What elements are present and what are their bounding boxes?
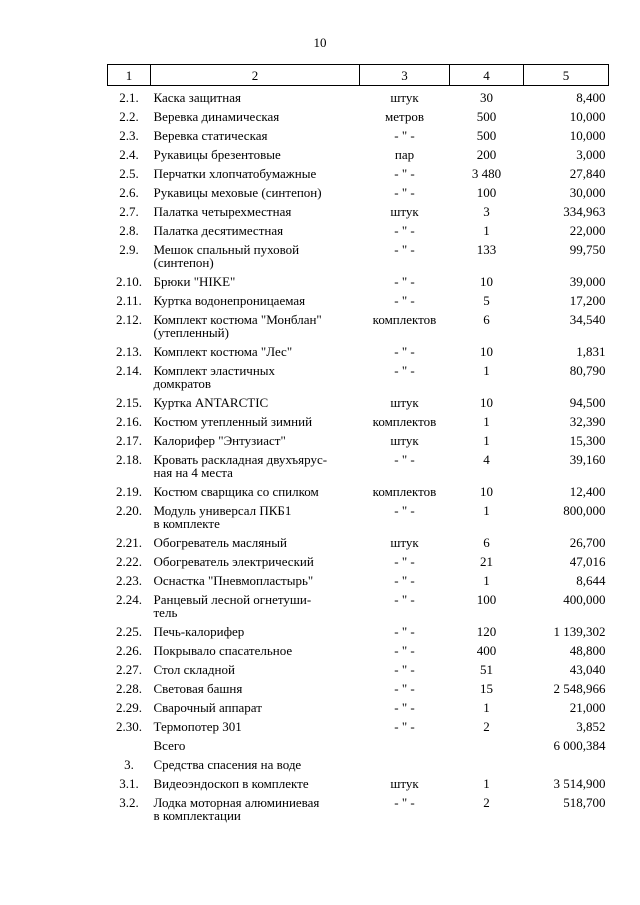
item-name: Ранцевый лесной огнетуши- тель bbox=[153, 592, 312, 620]
item-unit: - " - bbox=[394, 223, 415, 238]
item-quantity: 500 bbox=[476, 109, 497, 124]
item-sum: 39,160 bbox=[569, 452, 606, 467]
table-row bbox=[108, 342, 609, 361]
item-quantity: 1 bbox=[483, 503, 490, 518]
item-name: Рукавицы меховые (синтепон) bbox=[153, 185, 322, 200]
item-sum: 8,400 bbox=[576, 90, 606, 105]
item-quantity: 1 bbox=[483, 573, 490, 588]
item-name: Палатка десятиместная bbox=[153, 223, 284, 238]
row-number: 3.2. bbox=[119, 795, 139, 810]
item-sum: 43,040 bbox=[569, 662, 606, 677]
item-unit: - " - bbox=[394, 344, 415, 359]
item-sum: 400,000 bbox=[563, 592, 606, 607]
item-name: Обогреватель электрический bbox=[153, 554, 314, 569]
row-number: 2.1. bbox=[119, 90, 139, 105]
item-unit: - " - bbox=[394, 662, 415, 677]
item-quantity: 6 bbox=[483, 535, 490, 550]
row-number: 2.27. bbox=[116, 662, 142, 677]
item-unit bbox=[360, 736, 450, 755]
row-number: 2.22. bbox=[116, 554, 142, 569]
item-unit: штук bbox=[390, 204, 419, 219]
item-name: Брюки "HIKE" bbox=[153, 274, 236, 289]
row-number: 2.20. bbox=[116, 503, 142, 518]
table-row bbox=[108, 412, 609, 431]
item-quantity: 1 bbox=[483, 363, 490, 378]
item-name: Костюм сварщика со спилком bbox=[153, 484, 319, 499]
item-unit: комплектов bbox=[372, 484, 437, 499]
item-unit: - " - bbox=[394, 554, 415, 569]
item-unit: - " - bbox=[394, 166, 415, 181]
table-row bbox=[108, 552, 609, 571]
row-number bbox=[108, 736, 151, 755]
item-quantity: 5 bbox=[483, 293, 490, 308]
item-unit: - " - bbox=[394, 592, 415, 607]
item-sum: 2 548,966 bbox=[553, 681, 606, 696]
item-name: Световая башня bbox=[153, 681, 243, 696]
item-unit: метров bbox=[385, 109, 424, 124]
table-row bbox=[108, 310, 609, 342]
row-number: 2.4. bbox=[119, 147, 139, 162]
table-row bbox=[108, 622, 609, 641]
page-number: 10 bbox=[313, 35, 327, 50]
item-name: Каска защитная bbox=[153, 90, 241, 105]
item-quantity: 2 bbox=[483, 795, 490, 810]
item-name: Стол складной bbox=[153, 662, 235, 677]
table-row bbox=[108, 698, 609, 717]
item-name: Веревка динамическая bbox=[153, 109, 280, 124]
item-sum: 1,831 bbox=[576, 344, 606, 359]
table-row bbox=[108, 660, 609, 679]
item-name: Куртка водонепроницаемая bbox=[153, 293, 306, 308]
table-row bbox=[108, 571, 609, 590]
item-name: Комплект костюма "Лес" bbox=[153, 344, 293, 359]
row-number: 2.30. bbox=[116, 719, 142, 734]
table-row bbox=[108, 501, 609, 533]
item-quantity bbox=[450, 755, 524, 774]
item-quantity: 100 bbox=[476, 185, 497, 200]
item-quantity: 10 bbox=[480, 274, 493, 289]
item-sum: 15,300 bbox=[569, 433, 606, 448]
item-quantity: 400 bbox=[476, 643, 497, 658]
row-number: 2.23. bbox=[116, 573, 142, 588]
item-name: Обогреватель масляный bbox=[153, 535, 287, 550]
item-sum: 22,000 bbox=[569, 223, 606, 238]
item-quantity: 3 480 bbox=[471, 166, 502, 181]
table-row bbox=[108, 145, 609, 164]
item-sum: 3,000 bbox=[576, 147, 606, 162]
item-unit: - " - bbox=[394, 363, 415, 378]
column-header-4: 4 bbox=[450, 65, 524, 86]
table-row bbox=[108, 736, 609, 755]
item-name: Куртка ANTARCTIC bbox=[153, 395, 269, 410]
row-number: 2.5. bbox=[119, 166, 139, 181]
table-row bbox=[108, 533, 609, 552]
table-row bbox=[108, 450, 609, 482]
row-number: 2.6. bbox=[119, 185, 139, 200]
item-quantity: 10 bbox=[480, 344, 493, 359]
item-sum: 1 139,302 bbox=[553, 624, 606, 639]
row-number: 2.8. bbox=[119, 223, 139, 238]
item-unit: штук bbox=[390, 433, 419, 448]
item-unit: - " - bbox=[394, 185, 415, 200]
item-unit: пар bbox=[394, 147, 415, 162]
item-quantity: 51 bbox=[480, 662, 493, 677]
item-quantity: 120 bbox=[476, 624, 497, 639]
item-sum: 334,963 bbox=[563, 204, 606, 219]
table-row bbox=[108, 482, 609, 501]
row-number: 2.11. bbox=[116, 293, 142, 308]
item-quantity: 4 bbox=[483, 452, 490, 467]
item-name: Термопотер 301 bbox=[153, 719, 242, 734]
item-name: Мешок спальный пуховой (синтепон) bbox=[153, 242, 300, 270]
item-quantity: 2 bbox=[483, 719, 490, 734]
item-sum: 3,852 bbox=[576, 719, 606, 734]
item-unit: комплектов bbox=[372, 312, 437, 327]
row-number: 2.13. bbox=[116, 344, 142, 359]
table-row bbox=[108, 755, 609, 774]
item-unit: - " - bbox=[394, 719, 415, 734]
table-row bbox=[108, 717, 609, 736]
item-name: Рукавицы брезентовые bbox=[153, 147, 281, 162]
row-number: 3.1. bbox=[119, 776, 139, 791]
table-row bbox=[108, 240, 609, 272]
item-sum: 39,000 bbox=[569, 274, 606, 289]
item-unit: штук bbox=[390, 535, 419, 550]
column-header-1: 1 bbox=[108, 65, 151, 86]
column-header-5: 5 bbox=[524, 65, 609, 86]
item-sum: 80,790 bbox=[569, 363, 606, 378]
table-header-row bbox=[108, 65, 609, 86]
row-number: 3. bbox=[124, 757, 134, 772]
table-row bbox=[108, 774, 609, 793]
column-header-3: 3 bbox=[360, 65, 450, 86]
item-unit: - " - bbox=[394, 573, 415, 588]
item-name: Костюм утепленный зимний bbox=[153, 414, 313, 429]
table-row bbox=[108, 431, 609, 450]
item-quantity: 200 bbox=[476, 147, 497, 162]
item-sum: 800,000 bbox=[563, 503, 606, 518]
item-sum: 32,390 bbox=[569, 414, 606, 429]
row-number: 2.2. bbox=[119, 109, 139, 124]
item-unit: - " - bbox=[394, 643, 415, 658]
row-number: 2.24. bbox=[116, 592, 142, 607]
item-sum: 26,700 bbox=[569, 535, 606, 550]
item-quantity: 30 bbox=[480, 90, 493, 105]
table-row bbox=[108, 126, 609, 145]
table-row bbox=[108, 107, 609, 126]
item-sum: 10,000 bbox=[569, 109, 606, 124]
item-unit: штук bbox=[390, 776, 419, 791]
item-quantity: 100 bbox=[476, 592, 497, 607]
item-unit bbox=[360, 755, 450, 774]
item-sum: 21,000 bbox=[569, 700, 606, 715]
item-sum: 10,000 bbox=[569, 128, 606, 143]
item-sum: 34,540 bbox=[569, 312, 606, 327]
item-quantity: 1 bbox=[483, 414, 490, 429]
item-unit: - " - bbox=[394, 624, 415, 639]
item-sum: 30,000 bbox=[569, 185, 606, 200]
row-number: 2.18. bbox=[116, 452, 142, 467]
item-quantity: 1 bbox=[483, 433, 490, 448]
item-quantity: 6 bbox=[483, 312, 490, 327]
item-name: Палатка четырехместная bbox=[153, 204, 292, 219]
item-sum: 8,644 bbox=[576, 573, 606, 588]
item-name: Печь-калорифер bbox=[153, 624, 245, 639]
row-number: 2.19. bbox=[116, 484, 142, 499]
item-name: Всего bbox=[153, 738, 186, 753]
item-name: Видеоэндоскоп в комплекте bbox=[153, 776, 309, 791]
item-quantity: 21 bbox=[480, 554, 493, 569]
table-row bbox=[108, 679, 609, 698]
row-number: 2.17. bbox=[116, 433, 142, 448]
item-name: Калорифер "Энтузиаст" bbox=[153, 433, 286, 448]
item-quantity: 1 bbox=[483, 223, 490, 238]
item-unit: - " - bbox=[394, 128, 415, 143]
row-number: 2.9. bbox=[119, 242, 139, 257]
row-number: 2.12. bbox=[116, 312, 142, 327]
item-quantity: 10 bbox=[480, 395, 493, 410]
table-row bbox=[108, 641, 609, 660]
section-title: Средства спасения на воде bbox=[153, 757, 302, 772]
item-name: Комплект эластичных домкратов bbox=[153, 363, 276, 391]
item-sum: 94,500 bbox=[569, 395, 606, 410]
item-sum: 48,800 bbox=[569, 643, 606, 658]
item-name: Сварочный аппарат bbox=[153, 700, 262, 715]
row-number: 2.16. bbox=[116, 414, 142, 429]
item-quantity: 3 bbox=[483, 204, 490, 219]
item-sum: 47,016 bbox=[569, 554, 606, 569]
item-name: Модуль универсал ПКБ1 в комплекте bbox=[153, 503, 292, 531]
item-quantity: 10 bbox=[480, 484, 493, 499]
table-row bbox=[108, 393, 609, 412]
row-number: 2.15. bbox=[116, 395, 142, 410]
item-quantity: 133 bbox=[476, 242, 497, 257]
item-sum: 12,400 bbox=[569, 484, 606, 499]
table-row bbox=[108, 164, 609, 183]
item-sum bbox=[524, 755, 609, 774]
item-unit: штук bbox=[390, 90, 419, 105]
item-sum: 99,750 bbox=[569, 242, 606, 257]
table-row bbox=[108, 793, 609, 825]
item-sum: 518,700 bbox=[563, 795, 606, 810]
table-row bbox=[108, 202, 609, 221]
item-unit: - " - bbox=[394, 681, 415, 696]
item-unit: - " - bbox=[394, 795, 415, 810]
item-unit: - " - bbox=[394, 293, 415, 308]
row-number: 2.14. bbox=[116, 363, 142, 378]
item-unit: комплектов bbox=[372, 414, 437, 429]
item-sum: 6 000,384 bbox=[553, 738, 606, 753]
row-number: 2.26. bbox=[116, 643, 142, 658]
table-row bbox=[108, 361, 609, 393]
table-row bbox=[108, 221, 609, 240]
table-body bbox=[108, 86, 609, 826]
item-name: Комплект костюма "Монблан" (утепленный) bbox=[153, 312, 322, 340]
item-name: Кровать раскладная двухъярус- ная на 4 места bbox=[153, 452, 328, 480]
table-row bbox=[108, 272, 609, 291]
row-number: 2.3. bbox=[119, 128, 139, 143]
row-number: 2.21. bbox=[116, 535, 142, 550]
item-name: Лодка моторная алюминиевая в комплектации bbox=[153, 795, 320, 823]
item-quantity: 500 bbox=[476, 128, 497, 143]
row-number: 2.7. bbox=[119, 204, 139, 219]
item-quantity: 15 bbox=[480, 681, 493, 696]
item-unit: - " - bbox=[394, 274, 415, 289]
table-row bbox=[108, 291, 609, 310]
row-number: 2.25. bbox=[116, 624, 142, 639]
item-unit: штук bbox=[390, 395, 419, 410]
item-sum: 27,840 bbox=[569, 166, 606, 181]
row-number: 2.10. bbox=[116, 274, 142, 289]
item-unit: - " - bbox=[394, 452, 415, 467]
item-unit: - " - bbox=[394, 700, 415, 715]
table-row bbox=[108, 590, 609, 622]
row-number: 2.28. bbox=[116, 681, 142, 696]
item-name: Покрывало спасательное bbox=[153, 643, 293, 658]
item-unit: - " - bbox=[394, 242, 415, 257]
item-sum: 3 514,900 bbox=[553, 776, 606, 791]
item-name: Перчатки хлопчатобумажные bbox=[153, 166, 317, 181]
equipment-table bbox=[107, 64, 609, 825]
item-quantity bbox=[450, 736, 524, 755]
item-name: Веревка статическая bbox=[153, 128, 268, 143]
item-quantity: 1 bbox=[483, 776, 490, 791]
row-number: 2.29. bbox=[116, 700, 142, 715]
item-unit: - " - bbox=[394, 503, 415, 518]
table-row bbox=[108, 183, 609, 202]
item-name: Оснастка "Пневмопластырь" bbox=[153, 573, 314, 588]
table-row bbox=[108, 86, 609, 108]
item-quantity: 1 bbox=[483, 700, 490, 715]
column-header-2: 2 bbox=[151, 65, 360, 86]
item-sum: 17,200 bbox=[569, 293, 606, 308]
